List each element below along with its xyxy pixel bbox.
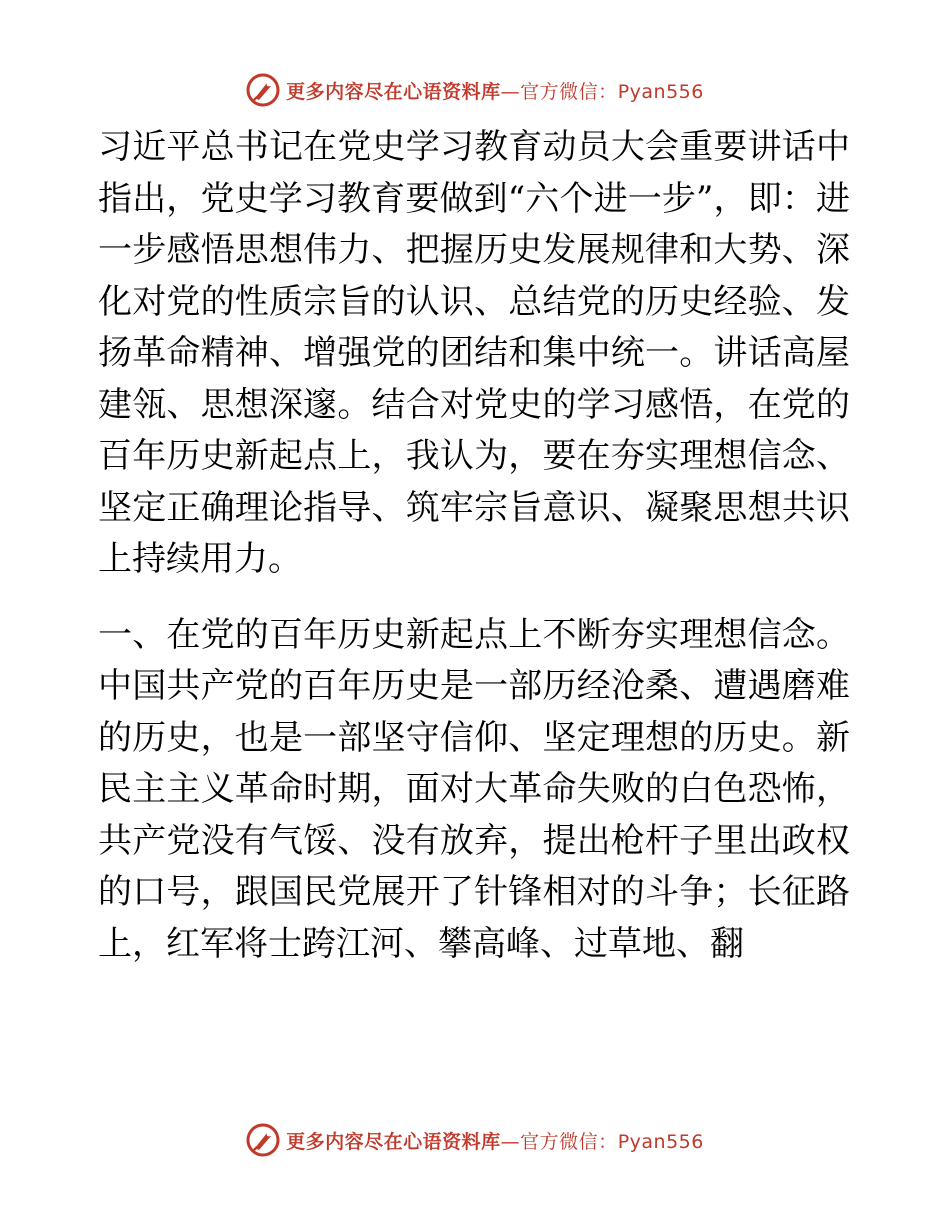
banner-lead-text: 更多内容尽在心语资料库 (286, 1130, 501, 1153)
footer-banner (0, 1120, 950, 1160)
banner-contact-label: 官方微信： (520, 1130, 618, 1153)
banner-text (286, 1127, 704, 1154)
pen-nib-logo-icon (246, 73, 280, 107)
banner-separator: — (500, 1130, 521, 1153)
document-body (98, 122, 850, 970)
banner-contact-label: 官方微信： (520, 80, 618, 103)
paragraph-section-one: 一、在党的百年历史新起点上不断夯实理想信念。中国共产党的百年历史是一部历经沧桑、遭遇磨难的历史，也是一部坚守信仰、坚定理想的历史。新民主主义革命时期，面对大革命失败的白色恐怖，共产党没有气馁、没有放弃，提出枪杆子里出政权的口号，跟国民党展开了针锋相对的斗争；长征路上，红军将士跨江河、攀高峰、过草地、翻 (98, 614, 850, 964)
banner-contact-handle: Pyan556 (617, 1130, 704, 1153)
header-banner (0, 70, 950, 110)
banner-contact-handle: Pyan556 (617, 80, 704, 103)
pen-nib-logo-icon (246, 1123, 280, 1157)
banner-separator: — (500, 80, 521, 103)
banner-lead-text: 更多内容尽在心语资料库 (286, 80, 501, 103)
paragraph-intro: 习近平总书记在党史学习教育动员大会重要讲话中指出，党史学习教育要做到“六个进一步”，即：进一步感悟思想伟力、把握历史发展规律和大势、深化对党的性质宗旨的认识、总结党的历史经验、发扬革命精神、增强党的团结和集中统一。讲话高屋建瓴、思想深邃。结合对党史的学习感悟，在党的百年历史新起点上，我认为，要在夯实理想信念、坚定正确理论指导、筑牢宗旨意识、凝聚思想共识上持续用力。 (98, 127, 850, 579)
banner-text (286, 77, 704, 104)
